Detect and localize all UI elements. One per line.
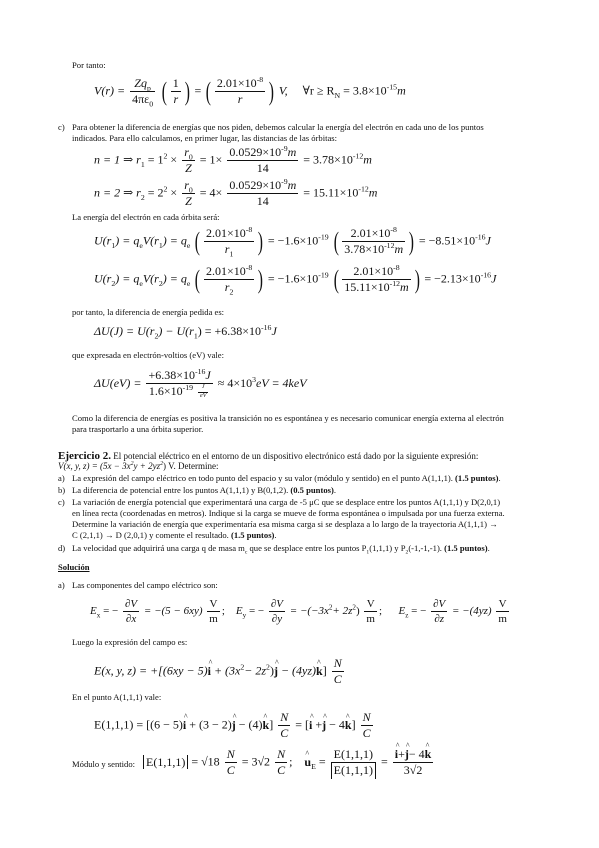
unit-den: C [333, 672, 342, 687]
sub: 1 [366, 549, 370, 556]
exp: -15 [386, 82, 398, 92]
unit: J [485, 233, 491, 248]
unit-vector-j: ^ j [322, 718, 326, 733]
eq-mid: ) = q [115, 271, 140, 286]
unit: m [287, 178, 297, 192]
frac-num: 2.01×10 [353, 264, 394, 278]
eq-mid: = [380, 754, 388, 769]
field-expression-equation [94, 656, 346, 688]
exp: -8 [256, 75, 264, 84]
frac-num: 2.01×10 [205, 264, 246, 278]
frac-den: r [173, 92, 179, 107]
formula-part: y + 2yz [133, 461, 161, 471]
eq-mid: ] [322, 663, 327, 678]
sub: 2 [140, 193, 145, 202]
exp: -8 [393, 263, 400, 272]
conclusion-text-2: para trasportarlo a una órbita superior. [72, 424, 204, 434]
sub: x [96, 611, 101, 620]
sub: y [242, 611, 247, 620]
item-c2-text-4 [72, 530, 277, 541]
unit-vector-k: ^ k [425, 747, 432, 762]
exp: -12 [358, 184, 369, 194]
exp: -19 [318, 270, 329, 280]
unit: m [363, 152, 372, 167]
frac-den: ∂z [434, 613, 445, 626]
field-at-a-equation [94, 710, 375, 742]
unit-num: N [278, 710, 290, 726]
sub: e [186, 279, 191, 288]
energia-text: La energía del electrón en cada órbita será: [72, 212, 220, 222]
eq-mid: ) = q [162, 233, 187, 248]
ejercicio-text: El potencial eléctrico en el entorno de un dispositivo electrónico está dado por la siguiente expresión: [110, 451, 479, 461]
eq-mid: − 4 [329, 717, 345, 732]
points: (0.5 puntos) [290, 485, 334, 495]
unit-vector-k: ^ k [316, 664, 323, 679]
orbit-1-equation [94, 145, 372, 177]
exp: -8 [245, 225, 253, 234]
text: . [274, 530, 277, 540]
item-a-text [72, 473, 501, 484]
eq-rhs: ) [355, 605, 360, 618]
exp: 2 [163, 184, 168, 194]
text: (1,1,1) y P [369, 543, 406, 553]
orbit-2-equation [94, 178, 377, 210]
frac-den: 15.11×10 [344, 280, 390, 295]
eq-mid: = 2 [147, 185, 164, 200]
eq-lhs: E [235, 605, 243, 618]
item-a-label: a) [58, 473, 65, 483]
exp: -16 [480, 270, 492, 280]
eq-lhs: E [90, 605, 97, 618]
item-b-text [72, 485, 336, 496]
item-d-text [72, 543, 490, 554]
eq-mid: = − [248, 605, 265, 618]
sub: 1 [229, 249, 234, 259]
frac-num: 2.01×10 [216, 76, 257, 90]
unit: V, [278, 83, 288, 98]
sub: e [139, 279, 143, 288]
eq-mid: = 3√2 [241, 754, 271, 769]
potential-formula [58, 461, 218, 473]
frac-num: ∂V [123, 597, 139, 612]
sub: 0 [188, 185, 193, 195]
frac-num: Zq [134, 76, 147, 90]
sol-a-text: Las componentes del campo eléctrico son: [72, 580, 218, 590]
text: (-1,-1,-1). [408, 543, 445, 553]
unit-den: m [498, 613, 507, 626]
sub: c [244, 549, 248, 556]
frac-num: 1 [171, 76, 181, 92]
unit-num: V [207, 597, 220, 612]
unit-vector-j: ^ j [405, 747, 409, 762]
item-c-text-1: Para obtener la diferencia de energías que nos piden, debemos calcular la energía del electrón en cada uno de los puntos [72, 122, 484, 132]
delta-u-ev-equation [94, 368, 307, 401]
eq-mid: + (3x [213, 663, 241, 678]
luego-text: Luego la expresión del campo es: [72, 637, 188, 647]
item-d-label: d) [58, 543, 66, 553]
unit-den: C [277, 763, 286, 778]
frac-den: 3√2 [403, 763, 423, 778]
frac-den: ∂x [125, 613, 137, 626]
unit-num: N [225, 747, 237, 763]
exp: -12 [389, 279, 401, 289]
eq-lhs: E [398, 605, 406, 618]
por-tanto-diferencia-text: por tanto, la diferencia de energía pedida es: [72, 307, 225, 317]
sub: N [334, 91, 341, 100]
sub: 0 [188, 152, 193, 162]
times: × [170, 152, 178, 167]
unit: m [397, 83, 406, 98]
text: La velocidad que adquirirá una carga q de masa m [72, 543, 245, 553]
exp: -8 [245, 263, 253, 272]
exp: -16 [195, 367, 206, 376]
text: C (2,1,1) → D (2,0,1) y comente el resultado. [72, 530, 231, 540]
frac-num: r [184, 145, 189, 159]
unit-num: J [198, 384, 208, 393]
unit-vector-k: ^ k [263, 718, 270, 733]
exp: -19 [182, 383, 194, 393]
exp: -8 [390, 225, 397, 234]
por-tanto-text: Por tanto: [72, 60, 106, 70]
eq-mid: + [315, 717, 323, 732]
sub: p [146, 83, 151, 93]
unit-num: N [332, 656, 344, 672]
text: . [498, 473, 501, 483]
eq-mid: ) = q [115, 233, 140, 248]
text: que se desplace entre los puntos P [247, 543, 367, 553]
unit-vector-j: ^ j [274, 664, 278, 679]
exp: -9 [281, 144, 288, 153]
energy-r1-equation: $U(r_1) = q_eV(r_1) = q_e$ ( $\frac{2.01\times 10^{-8}}{r_1}$ ) = $-1.6\times 10^{-19}$ ( $\frac{2.01\times 10^{-8}}{3.78\times 10^{-12}m}$ ) = $-8.51\times 10^{-16}J$ [94, 225, 491, 259]
item-c-label: c) [58, 122, 65, 132]
eq-rhs: + 2z [332, 605, 353, 618]
exp: -19 [318, 232, 329, 242]
unit-vector-i: ^ i [395, 747, 398, 762]
modulo-equation [143, 747, 435, 779]
item-b-label: b) [58, 485, 66, 495]
eq-mid: = √18 [191, 754, 220, 769]
result: = −8.51×10 [418, 233, 476, 248]
sub: 0 [149, 99, 154, 109]
formula-part: ) V. Determine: [163, 461, 219, 471]
sub: 2 [154, 331, 159, 341]
sub: 1 [140, 160, 145, 169]
sub: E [311, 762, 316, 771]
eq-mid: V(r [142, 271, 159, 286]
exp: 3 [252, 375, 257, 385]
frac-den: Z [185, 161, 192, 176]
unit-vector-k: ^ k [345, 718, 352, 733]
exp: 2 [240, 662, 245, 672]
energy-r2-equation: $U(r_2) = q_eV(r_2) = q_e$ ( $\frac{2.01\times 10^{-8}}{r_2}$ ) = $-1.6\times 10^{-19}$ ( $\frac{2.01\times 10^{-8}}{15.11\times 10^{-12}m}$ ) = $-2.13\times 10^{-16}J$ [94, 263, 497, 297]
unit: m [368, 185, 378, 200]
sub: 1 [111, 241, 116, 250]
sub: 2 [229, 287, 234, 297]
eq-mid: = [ [295, 717, 309, 732]
sep: ; [221, 605, 225, 618]
result: = 3.78×10 [303, 152, 353, 167]
eq-lhs: n = 1 ⇒ r [94, 152, 141, 167]
eq-lhs: V(r) = [94, 83, 126, 98]
eq-rhs: = −(5 − 6xy) [143, 605, 203, 618]
unit-num: V [496, 597, 509, 612]
eq-mid: ) = q [162, 271, 187, 286]
modulo-label: Módulo y sentido: [72, 759, 136, 769]
sub: 1 [193, 331, 198, 341]
result: = 15.11×10 [303, 185, 359, 200]
text: . [333, 485, 336, 495]
points: (1.5 puntos) [455, 473, 499, 483]
sub: 1 [158, 241, 163, 250]
eq-lhs: ΔU(J) = U(r [94, 324, 155, 338]
eq-mid: = − [411, 605, 427, 618]
frac-num: +6.38×10 [148, 368, 196, 382]
eq-lhs: U(r [94, 233, 112, 248]
points: (1.5 puntos) [444, 543, 488, 553]
magnitude: E(1,1,1) [143, 755, 188, 769]
eq-mid: = −1.6×10 [267, 233, 319, 248]
frac-num: 2.01×10 [205, 226, 246, 240]
eq-rhs: = −(4yz) [452, 605, 492, 618]
frac-den: 1.6×10 [148, 384, 183, 399]
unit-vector-i: ^ i [309, 718, 312, 733]
solucion-heading: Solución [58, 562, 90, 572]
unit-den: eV [200, 393, 207, 400]
times: × [170, 185, 178, 200]
unit-den: m [209, 613, 218, 626]
exp: -16 [475, 232, 486, 242]
exp: 2 [163, 151, 168, 161]
sub: e [139, 241, 143, 250]
frac-den: r [224, 280, 230, 295]
result: ≈ 4×10 [217, 376, 253, 391]
frac-den: E(1,1,1) [331, 763, 376, 778]
unit-den: C [280, 726, 289, 741]
item-c2-text-2: en línea recta (coordenadas en metros). Indique si la carga se mueve de forma espontánea o impulsada por una fuerza externa. [72, 508, 505, 518]
unit: m [400, 280, 409, 295]
en-punto-text: En el punto A(1,1,1) vale: [72, 692, 162, 702]
sol-a-label: a) [58, 580, 65, 590]
result: ) = +6.38×10 [197, 324, 262, 338]
eq-mid: + (3 − 2) [189, 717, 232, 732]
frac-den: ∂y [271, 613, 283, 626]
exp: -9 [281, 177, 288, 186]
frac-den: 14 [256, 194, 269, 209]
frac-den: 14 [256, 161, 269, 176]
unit-vector-u: ^ u [304, 755, 311, 770]
unit: m [394, 242, 404, 257]
frac-den: 3.78×10 [344, 242, 385, 257]
frac-den: Z [185, 194, 192, 209]
sep: ; [289, 754, 293, 769]
unit-num: N [361, 710, 373, 726]
text: La diferencia de potencial entre los puntos A(1,1,1) y B(0,1,2). [72, 485, 291, 495]
unit: J [205, 368, 211, 382]
unit: m [287, 145, 297, 159]
frac-den: 4πε [132, 92, 150, 107]
exp: 2 [130, 461, 134, 467]
unit-num: N [275, 747, 287, 763]
eq-mid: − 2z [244, 663, 267, 678]
unit-vector-i: ^ i [183, 718, 186, 733]
unit-den: m [366, 613, 375, 626]
frac-num: 2.01×10 [350, 226, 391, 240]
delta-u-joules-equation [94, 324, 277, 339]
eq-mid: = [318, 754, 326, 769]
exp: -16 [261, 323, 272, 332]
ejercicio-title: Ejercicio 2. [58, 450, 111, 462]
condition: ∀r ≥ R [302, 83, 335, 98]
sub: z [405, 611, 409, 620]
eq-mid: − (4yz) [280, 663, 317, 678]
potential-equation: V(r) = $\frac{Zq_p}{4\pi\varepsilon_0}$ ( $\frac{1}{r}$ ) = ( $\frac{2.01\times 10^{-8}}{r}$ ) V, ∀r ≥ $R_N = 3.8\times 10^{-15}m$ [94, 75, 406, 109]
eq-mid: ) [269, 663, 274, 678]
unit-den: C [362, 726, 371, 741]
frac-num: 0.0529×10 [229, 178, 282, 192]
frac-den: r [237, 92, 243, 107]
exp: -12 [352, 151, 364, 161]
eq-mid: = −1.6×10 [267, 271, 319, 286]
sub: e [186, 241, 191, 250]
ev-text: que expresada en electrón-voltios (eV) vale: [72, 350, 224, 360]
sub: 2 [158, 279, 163, 288]
frac-num: 0.0529×10 [229, 145, 282, 159]
eq-mid: = − [103, 605, 119, 618]
frac-num: E(1,1,1) [331, 747, 376, 763]
sub: 2 [405, 549, 409, 556]
field-components-equation [90, 597, 511, 626]
exp: 2 [352, 603, 356, 612]
op: − 4 [408, 747, 425, 761]
eq-mid: − (4) [238, 717, 263, 732]
formula-part: V(x, y, z) = (5x − 3x [58, 461, 131, 471]
unit: eV = 4keV [256, 376, 307, 391]
text: La expresión del campo eléctrico en todo punto del espacio y su valor (módulo y sentido) en el punto A(1,1,1). [72, 473, 456, 483]
frac-num: ∂V [431, 597, 447, 612]
sub: 2 [111, 279, 116, 288]
condition-value: = 3.8×10 [343, 83, 387, 98]
frac-num: ∂V [269, 597, 285, 612]
unit: J [491, 271, 497, 286]
unit-vector-i: ^ i [208, 664, 211, 679]
frac-den: r [224, 242, 230, 257]
exp: 2 [266, 662, 270, 672]
result: = −2.13×10 [424, 271, 481, 286]
unit-den: C [226, 763, 235, 778]
eq-mid: = 1 [147, 152, 164, 167]
item-c2-text-3: Determine la variación de energía que experimentaría esa misma carga si se desplaza a lo largo de la trayectoria A(1,1,1) → [72, 519, 498, 529]
unit-vector-j: ^ j [232, 718, 236, 733]
item-c-text-2: indicados. Para ello calculamos, en primer lugar, las distancias de las órbitas: [72, 133, 338, 143]
eq-lhs: U(r [94, 271, 112, 286]
frac-num: r [184, 178, 189, 192]
exp: -12 [384, 241, 395, 251]
eq-mid: = 1× [199, 152, 223, 167]
op: + [398, 747, 405, 761]
sep: ; [378, 605, 383, 618]
eq-rhs: = −(−3x [289, 605, 329, 618]
eq-lhs: n = 2 ⇒ r [94, 185, 141, 200]
item-c2-text-1: La variación de energía potencial que experimentará una carga de -5 μC que se desplace entre los puntos A(1,1,1) y D(2,0,1) [72, 497, 501, 507]
eq-mid: = 4× [199, 185, 223, 200]
eq-lhs: E(x, y, z) = +[(6xy − 5) [94, 663, 208, 678]
text: . [487, 543, 490, 553]
eq-mid: ] [351, 717, 356, 732]
eq-lhs: ΔU(eV) = [94, 376, 142, 391]
points: (1.5 puntos) [230, 530, 275, 540]
conclusion-text-1: Como la diferencia de energías es positiva la transición no es espontánea y es necesario comunicar energía externa al electrón [72, 413, 504, 423]
item-c2-label: c) [58, 497, 65, 507]
exp: 2 [160, 461, 164, 467]
eq-mid: V(r [142, 233, 159, 248]
eq-lhs: E(1,1,1) = [(6 − 5) [94, 717, 183, 732]
eq-mid: ] [269, 717, 274, 732]
unit-num: V [364, 597, 377, 612]
exp: 2 [328, 603, 333, 612]
unit: J [271, 324, 277, 338]
eq-mid: ) − U(r [158, 324, 194, 338]
